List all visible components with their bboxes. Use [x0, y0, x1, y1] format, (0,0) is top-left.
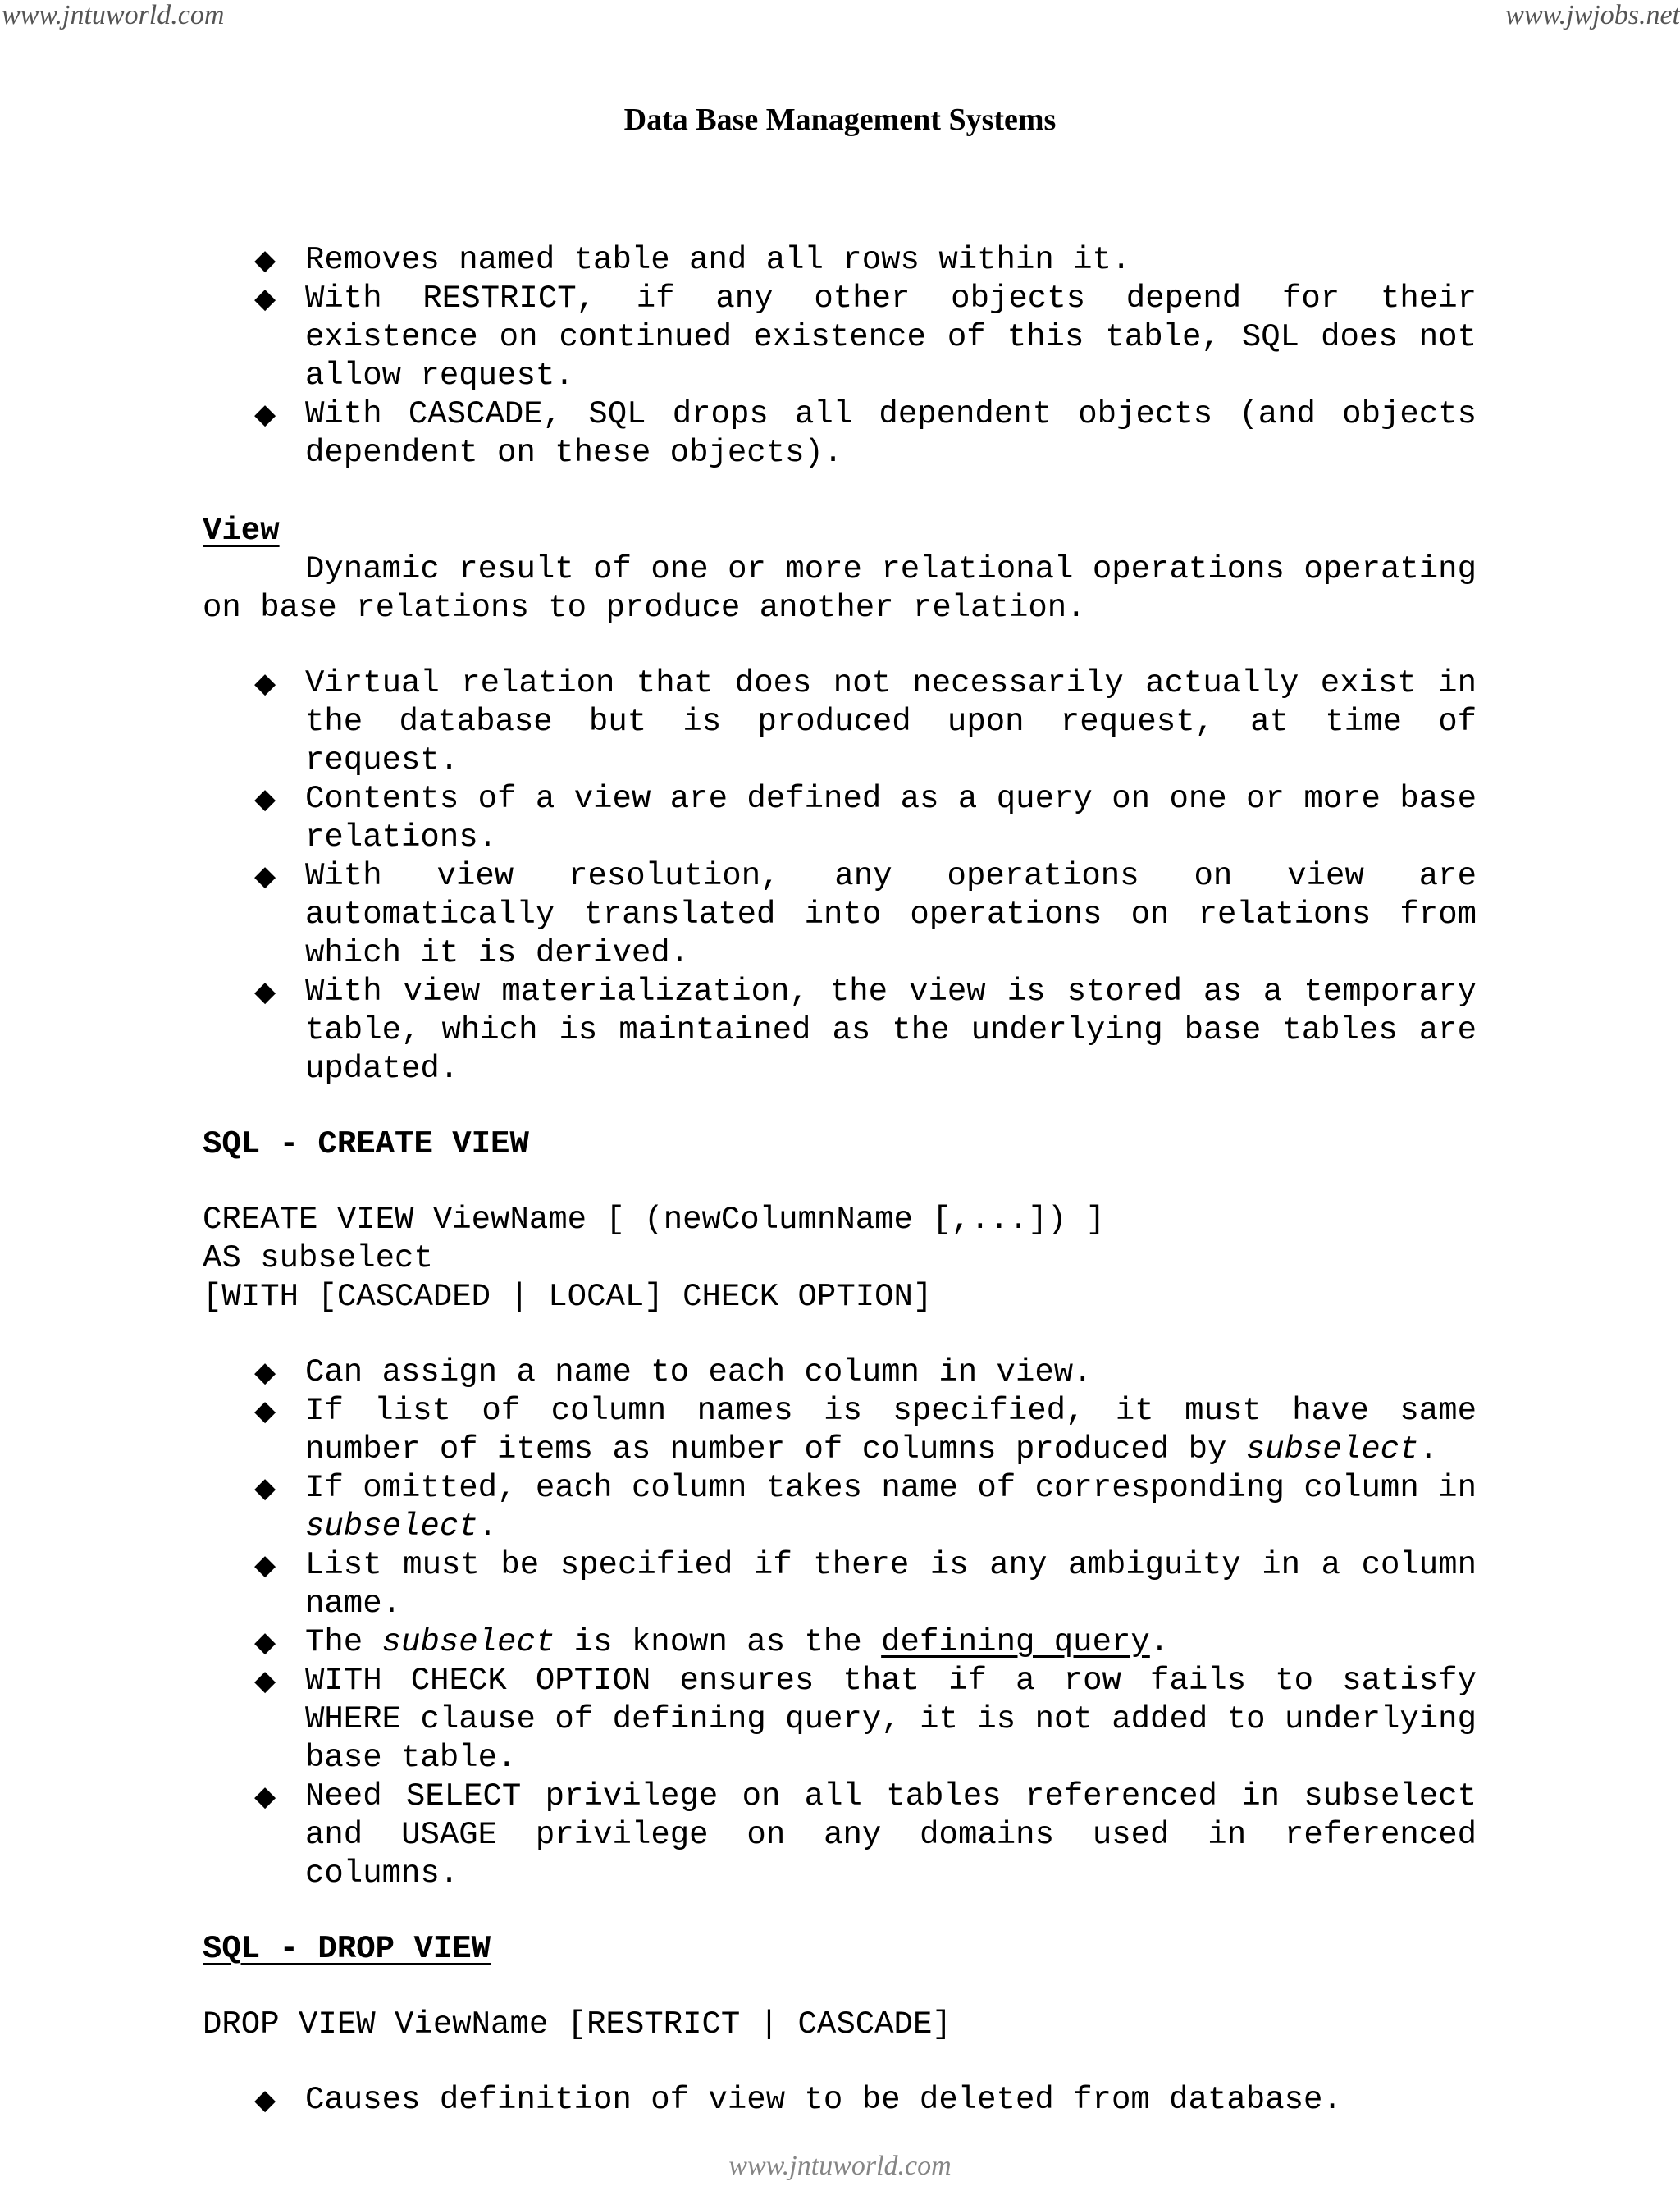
- list-item: ◆ With RESTRICT, if any other objects depend for their existence on continued existence of this table, SQL does not allow request.: [254, 281, 1477, 394]
- diamond-bullet-icon: ◆: [254, 667, 276, 700]
- drop-table-bullet-list: [203, 241, 1477, 472]
- diamond-bullet-icon: ◆: [254, 244, 276, 276]
- list-item: ◆ If omitted, each column takes name of corresponding column in subselect.: [254, 1470, 1477, 1545]
- diamond-bullet-icon: ◆: [254, 1664, 276, 1697]
- list-item: ◆ With view materialization, the view is stored as a temporary table, which is maintained as the underlying base tables are updated.: [254, 974, 1477, 1087]
- defining-query-term: defining query: [881, 1624, 1150, 1660]
- create-view-syntax-line: CREATE VIEW ViewName [ (newColumnName [,...]) ]: [203, 1202, 1105, 1238]
- diamond-bullet-icon: ◆: [254, 1549, 276, 1581]
- view-heading: View: [203, 513, 280, 549]
- header-left-url: www.jntuworld.com: [2, 0, 225, 30]
- list-item: ◆ Virtual relation that does not necessarily actually exist in the database but is produced upon request, at time of request.: [254, 665, 1477, 778]
- drop-view-heading: SQL - DROP VIEW: [203, 1931, 491, 1967]
- drop-view-syntax: DROP VIEW ViewName [RESTRICT | CASCADE]: [203, 2006, 952, 2042]
- list-item: ◆ List must be specified if there is any ambiguity in a column name.: [254, 1547, 1477, 1622]
- document-body: [203, 241, 1477, 2120]
- list-item: ◆ Need SELECT privilege on all tables referenced in subselect and USAGE privilege on any domains used in referenced columns.: [254, 1778, 1477, 1892]
- diamond-bullet-icon: ◆: [254, 1780, 276, 1813]
- list-item: ◆ WITH CHECK OPTION ensures that if a row fails to satisfy WHERE clause of defining query, it is not added to underlying base table.: [254, 1663, 1477, 1776]
- header-right-url: www.jwjobs.net: [1505, 0, 1680, 30]
- list-item: ◆ With view resolution, any operations on view are automatically translated into operations on relations from which it is derived.: [254, 858, 1477, 971]
- drop-view-bullet-list: [203, 2081, 1477, 2120]
- diamond-bullet-icon: ◆: [254, 398, 276, 431]
- list-item: ◆ Contents of a view are defined as a query on one or more base relations.: [254, 781, 1477, 856]
- page-title: Data Base Management Systems: [623, 103, 1057, 137]
- create-view-heading: SQL - CREATE VIEW: [203, 1126, 529, 1162]
- create-view-bullet-list: [203, 1353, 1477, 1893]
- diamond-bullet-icon: ◆: [254, 282, 276, 315]
- view-description: Dynamic result of one or more relational operations operating on base relations to produce another relation.: [203, 551, 1477, 626]
- list-item: ◆ With CASCADE, SQL drops all dependent objects (and objects dependent on these objects).: [254, 396, 1477, 471]
- list-item: ◆ Can assign a name to each column in view.: [254, 1354, 1093, 1390]
- list-item: ◆ Removes named table and all rows within it.: [254, 242, 1131, 278]
- diamond-bullet-icon: ◆: [254, 1394, 276, 1427]
- footer-watermark: www.jntuworld.com: [728, 2151, 952, 2181]
- diamond-bullet-icon: ◆: [254, 783, 276, 815]
- diamond-bullet-icon: ◆: [254, 1472, 276, 1504]
- create-view-syntax-line: [WITH [CASCADED | LOCAL] CHECK OPTION]: [203, 1279, 933, 1315]
- list-item: ◆ Causes definition of view to be deleted from database.: [254, 2082, 1342, 2118]
- diamond-bullet-icon: ◆: [254, 975, 276, 1008]
- diamond-bullet-icon: ◆: [254, 1626, 276, 1659]
- diamond-bullet-icon: ◆: [254, 2083, 276, 2116]
- diamond-bullet-icon: ◆: [254, 1356, 276, 1389]
- list-item: ◆ If list of column names is specified, it must have same number of items as number of columns produced by subselect.: [254, 1393, 1477, 1467]
- diamond-bullet-icon: ◆: [254, 860, 276, 892]
- view-bullet-list: [203, 664, 1477, 1088]
- create-view-syntax-line: AS subselect: [203, 1240, 433, 1276]
- list-item: ◆ The subselect is known as the defining query.: [254, 1624, 1170, 1660]
